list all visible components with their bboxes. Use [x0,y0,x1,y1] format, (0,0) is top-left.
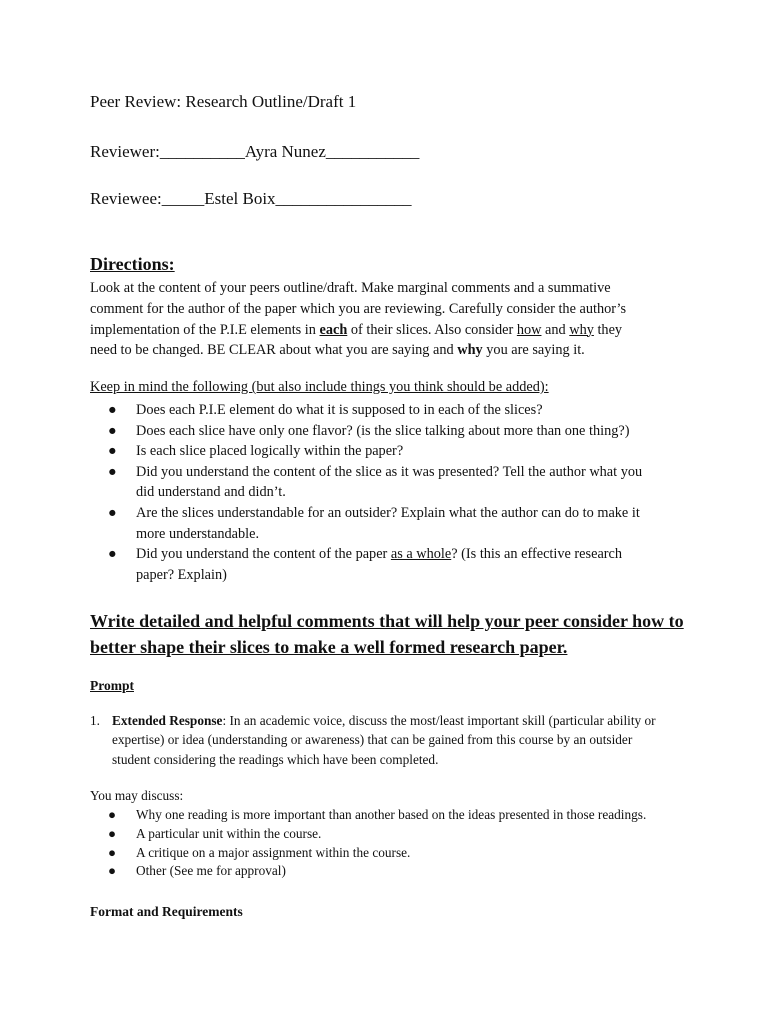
bullet-icon: ● [108,863,117,879]
list-item [90,806,710,825]
bullet-icon: ● [108,402,117,418]
text-span: : In an academic voice, discuss the most/least important skill (particular ability or [222,713,656,728]
callout-line-1: Write detailed and helpful comments that will help your peer consider how to [90,611,684,631]
keep-in-mind-list [90,400,690,585]
you-may-discuss-heading: You may discuss: [90,788,184,803]
text-span: implementation of the P.I.E elements in [90,321,320,338]
text-span: and [541,321,570,338]
prompt-line-2: expertise) or idea (understanding or awareness) that can be gained from this course by an outsider [112,732,633,748]
emphasis-why: why [569,321,594,338]
text-span: you are saying it. [482,342,585,359]
text-span: Did you understand the content of the paper [136,546,391,563]
bullet-icon: ● [108,546,117,563]
list-item [90,503,690,544]
emphasis-each: each [319,321,348,338]
list-item [90,825,710,844]
format-requirements-heading: Format and Requirements [90,904,243,919]
list-item [90,421,690,442]
emphasis-as-a-whole: as a whole [390,546,452,563]
list-item-text: Other (See me for approval) [136,863,286,879]
list-item [90,862,710,881]
text-span: ? (Is this an effective research [451,546,623,563]
callout-line-2: better shape their slices to make a well formed research paper. [90,637,568,657]
directions-heading: Directions: [90,254,175,274]
list-item-text: paper? Explain) [136,566,227,583]
bullet-icon: ● [108,504,117,521]
list-item [90,544,690,585]
directions-line-1: Look at the content of your peers outline/draft. Make marginal comments and a summative [90,280,611,296]
list-item-text: A critique on a major assignment within the course. [136,844,411,860]
emphasis-why-bold: why [457,342,483,359]
bullet-icon: ● [108,844,117,860]
document-title: Peer Review: Research Outline/Draft 1 [90,92,357,111]
bullet-icon: ● [108,807,117,822]
text-span: they [593,321,623,338]
reviewer-line: Reviewer:__________Ayra Nunez___________ [90,142,420,161]
list-item [90,844,710,863]
item-number: 1. [90,713,100,728]
list-item-text: Did you understand the content of the slice as it was presented? Tell the author what you [136,463,643,480]
list-item-text: more understandable. [136,525,260,542]
extended-response-label: Extended Response [112,713,223,728]
directions-paragraph [90,278,690,361]
list-item-text: Does each slice have only one flavor? (is the slice talking about more than one thing?) [136,422,630,439]
list-item [90,400,690,421]
text-span: of their slices. Also consider [347,321,517,338]
list-item [90,441,690,462]
text-span: need to be changed. BE CLEAR about what you are saying and [90,342,458,359]
directions-line-2: comment for the author of the paper which you are reviewing. Carefully consider the author’s [90,300,627,317]
list-item-text: Does each P.I.E element do what it is supposed to in each of the slices? [136,402,543,418]
keep-in-mind-heading: Keep in mind the following (but also include things you think should be added): [90,379,549,395]
list-item-text: Are the slices understandable for an outsider? Explain what the author can do to make it [136,504,640,521]
bullet-icon: ● [108,463,117,480]
prompt-item [90,711,710,769]
bullet-icon: ● [108,443,117,460]
prompt-line-1 [90,711,710,730]
list-item-text: Is each slice placed logically within the paper? [136,443,404,460]
prompt-heading: Prompt [90,678,134,693]
list-item-text: Why one reading is more important than another based on the ideas presented in those readings. [136,807,647,822]
bullet-icon: ● [108,825,117,841]
callout-heading [90,608,684,660]
list-item-text [136,544,690,565]
bullet-icon: ● [108,422,117,439]
list-item-text: A particular unit within the course. [136,825,322,841]
discuss-list [90,806,710,881]
list-item-text: did understand and didn’t. [136,484,286,501]
prompt-line-3: student considering the readings which have been completed. [112,751,439,767]
list-item [90,462,690,503]
emphasis-how: how [516,321,542,338]
directions-line-3 [90,320,690,341]
directions-line-4 [90,340,690,361]
reviewee-line: Reviewee:_____Estel Boix________________ [90,189,412,208]
